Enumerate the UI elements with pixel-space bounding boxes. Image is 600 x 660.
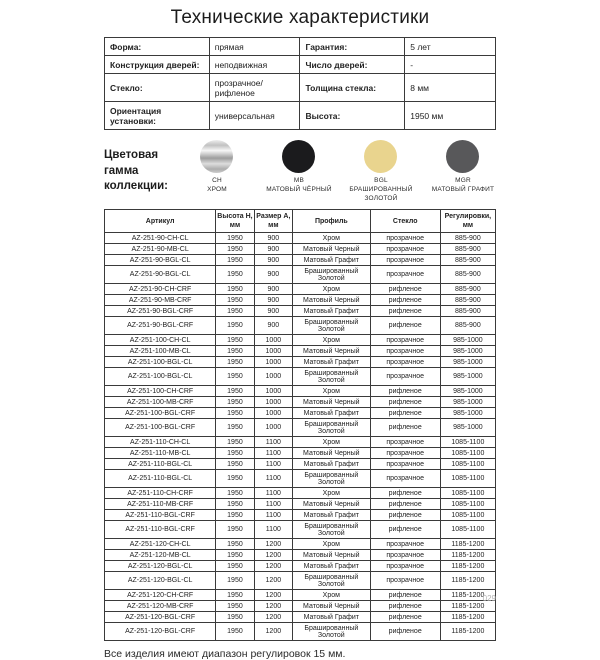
table-cell: рифленое <box>370 590 440 601</box>
table-cell: прозрачное <box>370 437 440 448</box>
table-cell: Матовый Графит <box>293 408 371 419</box>
table-cell: 1085-1100 <box>440 510 495 521</box>
color-swatch-mgr <box>422 140 504 203</box>
color-swatch-ch <box>176 140 258 203</box>
table-cell: 885-900 <box>440 255 495 266</box>
table-cell: 1950 <box>216 386 254 397</box>
table-cell: AZ-251-100-BGL-CRF <box>105 419 216 437</box>
table-cell: рифленое <box>370 510 440 521</box>
table-cell: 1185-1200 <box>440 623 495 641</box>
table-cell: Брашированный Золотой <box>293 317 371 335</box>
table-cell: AZ-251-110-CH-CL <box>105 437 216 448</box>
table-cell: прозрачное <box>370 335 440 346</box>
spec-row <box>105 56 496 74</box>
spec-value: 1950 мм <box>405 102 496 130</box>
table-cell: 985-1000 <box>440 419 495 437</box>
table-cell: рифленое <box>370 295 440 306</box>
spec-value: - <box>405 56 496 74</box>
table-cell: рифленое <box>370 284 440 295</box>
table-cell: AZ-251-100-MB-CL <box>105 346 216 357</box>
table-row <box>105 612 496 623</box>
color-palette-label: Цветовая гамма коллекции: <box>104 149 168 193</box>
table-row <box>105 488 496 499</box>
table-cell: рифленое <box>370 419 440 437</box>
table-cell: рифленое <box>370 397 440 408</box>
table-cell: 1185-1200 <box>440 550 495 561</box>
table-cell: прозрачное <box>370 255 440 266</box>
swatch-label: MB МАТОВЫЙ ЧЁРНЫЙ <box>266 177 332 193</box>
color-circle-icon <box>446 140 479 173</box>
spec-label: Толщина стекла: <box>300 74 405 102</box>
column-header: Артикул <box>105 210 216 233</box>
table-cell: Матовый Графит <box>293 357 371 368</box>
table-cell: 1950 <box>216 550 254 561</box>
catalog-page <box>0 7 600 660</box>
color-circle-icon <box>200 140 233 173</box>
table-row <box>105 572 496 590</box>
table-cell: AZ-251-120-CH-CL <box>105 539 216 550</box>
spec-label: Гарантия: <box>300 38 405 56</box>
table-cell: AZ-251-110-BGL-CRF <box>105 521 216 539</box>
swatch-label: CH ХРОМ <box>207 177 227 193</box>
table-row <box>105 386 496 397</box>
table-cell: рифленое <box>370 623 440 641</box>
table-cell: 1950 <box>216 266 254 284</box>
table-cell: прозрачное <box>370 357 440 368</box>
table-row <box>105 539 496 550</box>
table-cell: 885-900 <box>440 306 495 317</box>
spec-value: прямая <box>209 38 300 56</box>
table-cell: Матовый Графит <box>293 459 371 470</box>
table-cell: 1200 <box>254 601 292 612</box>
table-cell: Хром <box>293 437 371 448</box>
table-cell: 1950 <box>216 306 254 317</box>
column-header: Размер A, мм <box>254 210 292 233</box>
table-cell: 1000 <box>254 386 292 397</box>
table-cell: Матовый Черный <box>293 295 371 306</box>
table-cell: 1200 <box>254 572 292 590</box>
table-cell: Брашированный Золотой <box>293 266 371 284</box>
table-cell: 1000 <box>254 368 292 386</box>
table-cell: Хром <box>293 590 371 601</box>
table-row <box>105 295 496 306</box>
table-cell: AZ-251-100-BGL-CRF <box>105 408 216 419</box>
table-cell: 1185-1200 <box>440 612 495 623</box>
table-cell: 900 <box>254 284 292 295</box>
table-cell: 1085-1100 <box>440 448 495 459</box>
color-swatches <box>168 140 508 203</box>
table-cell: AZ-251-120-BGL-CRF <box>105 623 216 641</box>
table-cell: рифленое <box>370 499 440 510</box>
table-cell: 1200 <box>254 590 292 601</box>
table-row <box>105 335 496 346</box>
table-cell: AZ-251-100-CH-CRF <box>105 386 216 397</box>
table-cell: 900 <box>254 317 292 335</box>
table-cell: 1085-1100 <box>440 459 495 470</box>
table-cell: 1950 <box>216 623 254 641</box>
table-cell: AZ-251-120-BGL-CL <box>105 561 216 572</box>
table-cell: 1950 <box>216 612 254 623</box>
table-cell: 1950 <box>216 397 254 408</box>
table-row <box>105 623 496 641</box>
table-cell: прозрачное <box>370 550 440 561</box>
table-cell: Брашированный Золотой <box>293 623 371 641</box>
table-cell: 1950 <box>216 561 254 572</box>
table-row <box>105 550 496 561</box>
spec-label: Стекло: <box>105 74 210 102</box>
table-cell: 1100 <box>254 448 292 459</box>
table-cell: 1000 <box>254 346 292 357</box>
table-cell: прозрачное <box>370 346 440 357</box>
table-cell: рифленое <box>370 408 440 419</box>
table-row <box>105 397 496 408</box>
table-cell: 885-900 <box>440 233 495 244</box>
table-cell: AZ-251-90-BGL-CRF <box>105 317 216 335</box>
table-cell: 1000 <box>254 357 292 368</box>
table-cell: Матовый Черный <box>293 448 371 459</box>
table-cell: 1000 <box>254 408 292 419</box>
table-row <box>105 306 496 317</box>
table-cell: 885-900 <box>440 317 495 335</box>
table-cell: рифленое <box>370 488 440 499</box>
spec-table <box>104 37 496 130</box>
table-cell: AZ-251-120-MB-CRF <box>105 601 216 612</box>
table-cell: Хром <box>293 539 371 550</box>
color-swatch-bgl <box>340 140 422 203</box>
table-cell: 1100 <box>254 510 292 521</box>
table-cell: 1950 <box>216 488 254 499</box>
spec-label: Форма: <box>105 38 210 56</box>
table-cell: AZ-251-90-BGL-CL <box>105 255 216 266</box>
table-cell: рифленое <box>370 612 440 623</box>
table-cell: 1200 <box>254 539 292 550</box>
table-cell: 1950 <box>216 601 254 612</box>
table-cell: AZ-251-110-MB-CRF <box>105 499 216 510</box>
table-cell: 885-900 <box>440 284 495 295</box>
table-cell: 1950 <box>216 335 254 346</box>
table-row <box>105 437 496 448</box>
column-header: Высота H, мм <box>216 210 254 233</box>
table-row <box>105 561 496 572</box>
table-cell: AZ-251-110-BGL-CL <box>105 470 216 488</box>
table-cell: 900 <box>254 266 292 284</box>
table-cell: 1000 <box>254 335 292 346</box>
table-row <box>105 317 496 335</box>
table-cell: 1100 <box>254 521 292 539</box>
table-cell: Хром <box>293 488 371 499</box>
table-cell: 1100 <box>254 499 292 510</box>
table-row <box>105 459 496 470</box>
spec-row <box>105 38 496 56</box>
table-cell: 1100 <box>254 470 292 488</box>
table-cell: 1085-1100 <box>440 499 495 510</box>
table-cell: 1200 <box>254 612 292 623</box>
table-cell: рифленое <box>370 386 440 397</box>
table-cell: 900 <box>254 295 292 306</box>
table-row <box>105 346 496 357</box>
table-cell: 1200 <box>254 550 292 561</box>
spec-row <box>105 74 496 102</box>
table-cell: 1950 <box>216 572 254 590</box>
table-cell: 1950 <box>216 459 254 470</box>
table-cell: AZ-251-90-BGL-CL <box>105 266 216 284</box>
table-cell: 885-900 <box>440 244 495 255</box>
table-cell: Брашированный Золотой <box>293 572 371 590</box>
table-cell: 1950 <box>216 448 254 459</box>
table-cell: 985-1000 <box>440 386 495 397</box>
table-cell: Брашированный Золотой <box>293 470 371 488</box>
table-cell: AZ-251-110-BGL-CL <box>105 459 216 470</box>
table-cell: 1950 <box>216 499 254 510</box>
table-cell: Матовый Черный <box>293 601 371 612</box>
table-cell: 1950 <box>216 244 254 255</box>
table-cell: AZ-251-100-BGL-CL <box>105 368 216 386</box>
spec-label: Число дверей: <box>300 56 405 74</box>
table-cell: Матовый Черный <box>293 499 371 510</box>
spec-value: 5 лет <box>405 38 496 56</box>
table-cell: Хром <box>293 335 371 346</box>
table-row <box>105 255 496 266</box>
products-table-header-row <box>105 210 496 233</box>
table-cell: 1950 <box>216 284 254 295</box>
table-cell: 1085-1100 <box>440 470 495 488</box>
spec-label: Конструкция дверей: <box>105 56 210 74</box>
table-cell: 1950 <box>216 437 254 448</box>
table-cell: Матовый Графит <box>293 255 371 266</box>
table-row <box>105 408 496 419</box>
table-cell: 900 <box>254 255 292 266</box>
table-cell: 1085-1100 <box>440 437 495 448</box>
table-cell: 1950 <box>216 368 254 386</box>
table-cell: 985-1000 <box>440 346 495 357</box>
table-row <box>105 266 496 284</box>
table-row <box>105 419 496 437</box>
table-cell: Брашированный Золотой <box>293 521 371 539</box>
table-cell: 985-1000 <box>440 397 495 408</box>
table-row <box>105 601 496 612</box>
table-cell: 1950 <box>216 539 254 550</box>
table-cell: 1185-1200 <box>440 561 495 572</box>
table-cell: прозрачное <box>370 266 440 284</box>
table-cell: 1950 <box>216 510 254 521</box>
table-cell: 1185-1200 <box>440 572 495 590</box>
table-cell: 1100 <box>254 488 292 499</box>
spec-value: универсальная <box>209 102 300 130</box>
table-cell: Брашированный Золотой <box>293 368 371 386</box>
color-circle-icon <box>364 140 397 173</box>
table-cell: рифленое <box>370 521 440 539</box>
table-cell: 1950 <box>216 590 254 601</box>
table-cell: 1000 <box>254 419 292 437</box>
table-cell: 1000 <box>254 397 292 408</box>
table-cell: AZ-251-110-MB-CL <box>105 448 216 459</box>
table-row <box>105 357 496 368</box>
table-cell: 1950 <box>216 470 254 488</box>
table-cell: прозрачное <box>370 448 440 459</box>
column-header: Регулировки, мм <box>440 210 495 233</box>
table-cell: 1085-1100 <box>440 521 495 539</box>
table-cell: рифленое <box>370 306 440 317</box>
table-cell: 1950 <box>216 346 254 357</box>
table-cell: Матовый Графит <box>293 306 371 317</box>
table-cell: Брашированный Золотой <box>293 419 371 437</box>
page-title: Технические характеристики <box>170 7 430 28</box>
table-cell: AZ-251-90-CH-CRF <box>105 284 216 295</box>
table-cell: прозрачное <box>370 368 440 386</box>
table-cell: Хром <box>293 386 371 397</box>
table-cell: AZ-251-120-CH-CRF <box>105 590 216 601</box>
swatch-label: MGR МАТОВЫЙ ГРАФИТ <box>431 177 495 193</box>
table-cell: 1950 <box>216 357 254 368</box>
table-cell: прозрачное <box>370 539 440 550</box>
table-cell: прозрачное <box>370 459 440 470</box>
table-cell: рифленое <box>370 601 440 612</box>
column-header: Профиль <box>293 210 371 233</box>
color-circle-icon <box>282 140 315 173</box>
table-cell: 1950 <box>216 317 254 335</box>
table-cell: Матовый Черный <box>293 397 371 408</box>
page-content <box>104 37 496 660</box>
table-cell: Хром <box>293 284 371 295</box>
spec-row <box>105 102 496 130</box>
table-cell: 900 <box>254 306 292 317</box>
table-cell: 900 <box>254 244 292 255</box>
table-cell: Хром <box>293 233 371 244</box>
table-cell: Матовый Черный <box>293 346 371 357</box>
table-cell: 985-1000 <box>440 408 495 419</box>
table-row <box>105 233 496 244</box>
spec-label: Ориентация установки: <box>105 102 210 130</box>
table-cell: 1950 <box>216 408 254 419</box>
table-cell: AZ-251-90-BGL-CRF <box>105 306 216 317</box>
table-cell: 1950 <box>216 233 254 244</box>
table-row <box>105 448 496 459</box>
swatch-label: BGL БРАШИРОВАННЫЙ ЗОЛОТОЙ <box>349 177 413 202</box>
spec-label: Высота: <box>300 102 405 130</box>
column-header: Стекло <box>370 210 440 233</box>
table-cell: 1950 <box>216 295 254 306</box>
footer-note: Все изделия имеют диапазон регулировок 15 мм. <box>104 648 346 660</box>
table-cell: прозрачное <box>370 233 440 244</box>
table-cell: 1100 <box>254 459 292 470</box>
table-cell: прозрачное <box>370 470 440 488</box>
table-cell: рифленое <box>370 317 440 335</box>
table-cell: 1185-1200 <box>440 590 495 601</box>
table-row <box>105 510 496 521</box>
table-cell: AZ-251-120-BGL-CRF <box>105 612 216 623</box>
table-cell: 1200 <box>254 623 292 641</box>
table-cell: 885-900 <box>440 295 495 306</box>
table-cell: 1185-1200 <box>440 601 495 612</box>
table-cell: 985-1000 <box>440 335 495 346</box>
table-cell: 885-900 <box>440 266 495 284</box>
color-swatch-mb <box>258 140 340 203</box>
table-row <box>105 499 496 510</box>
table-cell: AZ-251-110-BGL-CRF <box>105 510 216 521</box>
table-cell: 1950 <box>216 255 254 266</box>
table-cell: AZ-251-100-CH-CL <box>105 335 216 346</box>
products-table <box>104 209 496 641</box>
table-row <box>105 521 496 539</box>
table-row <box>105 590 496 601</box>
table-cell: 1950 <box>216 419 254 437</box>
table-cell: AZ-251-120-MB-CL <box>105 550 216 561</box>
table-cell: AZ-251-110-CH-CRF <box>105 488 216 499</box>
table-row <box>105 244 496 255</box>
table-cell: прозрачное <box>370 244 440 255</box>
table-cell: Матовый Черный <box>293 244 371 255</box>
table-cell: Матовый Графит <box>293 510 371 521</box>
table-row <box>105 470 496 488</box>
table-cell: 1085-1100 <box>440 488 495 499</box>
table-cell: 1200 <box>254 561 292 572</box>
spec-value: 8 мм <box>405 74 496 102</box>
spec-value: неподвижная <box>209 56 300 74</box>
table-cell: AZ-251-90-CH-CL <box>105 233 216 244</box>
table-cell: AZ-251-120-BGL-CL <box>105 572 216 590</box>
table-cell: 900 <box>254 233 292 244</box>
table-cell: 985-1000 <box>440 368 495 386</box>
table-cell: Матовый Графит <box>293 612 371 623</box>
color-palette-section <box>104 140 496 203</box>
table-row <box>105 284 496 295</box>
table-cell: 1100 <box>254 437 292 448</box>
table-row <box>105 368 496 386</box>
table-cell: AZ-251-90-MB-CL <box>105 244 216 255</box>
table-cell: Матовый Черный <box>293 550 371 561</box>
table-cell: прозрачное <box>370 561 440 572</box>
table-cell: 985-1000 <box>440 357 495 368</box>
page-number: 029 <box>482 594 496 603</box>
table-cell: AZ-251-90-MB-CRF <box>105 295 216 306</box>
spec-value: прозрачное/рифленое <box>209 74 300 102</box>
table-cell: прозрачное <box>370 572 440 590</box>
table-cell: 1950 <box>216 521 254 539</box>
table-cell: AZ-251-100-MB-CRF <box>105 397 216 408</box>
table-cell: 1185-1200 <box>440 539 495 550</box>
table-cell: AZ-251-100-BGL-CL <box>105 357 216 368</box>
table-cell: Матовый Графит <box>293 561 371 572</box>
